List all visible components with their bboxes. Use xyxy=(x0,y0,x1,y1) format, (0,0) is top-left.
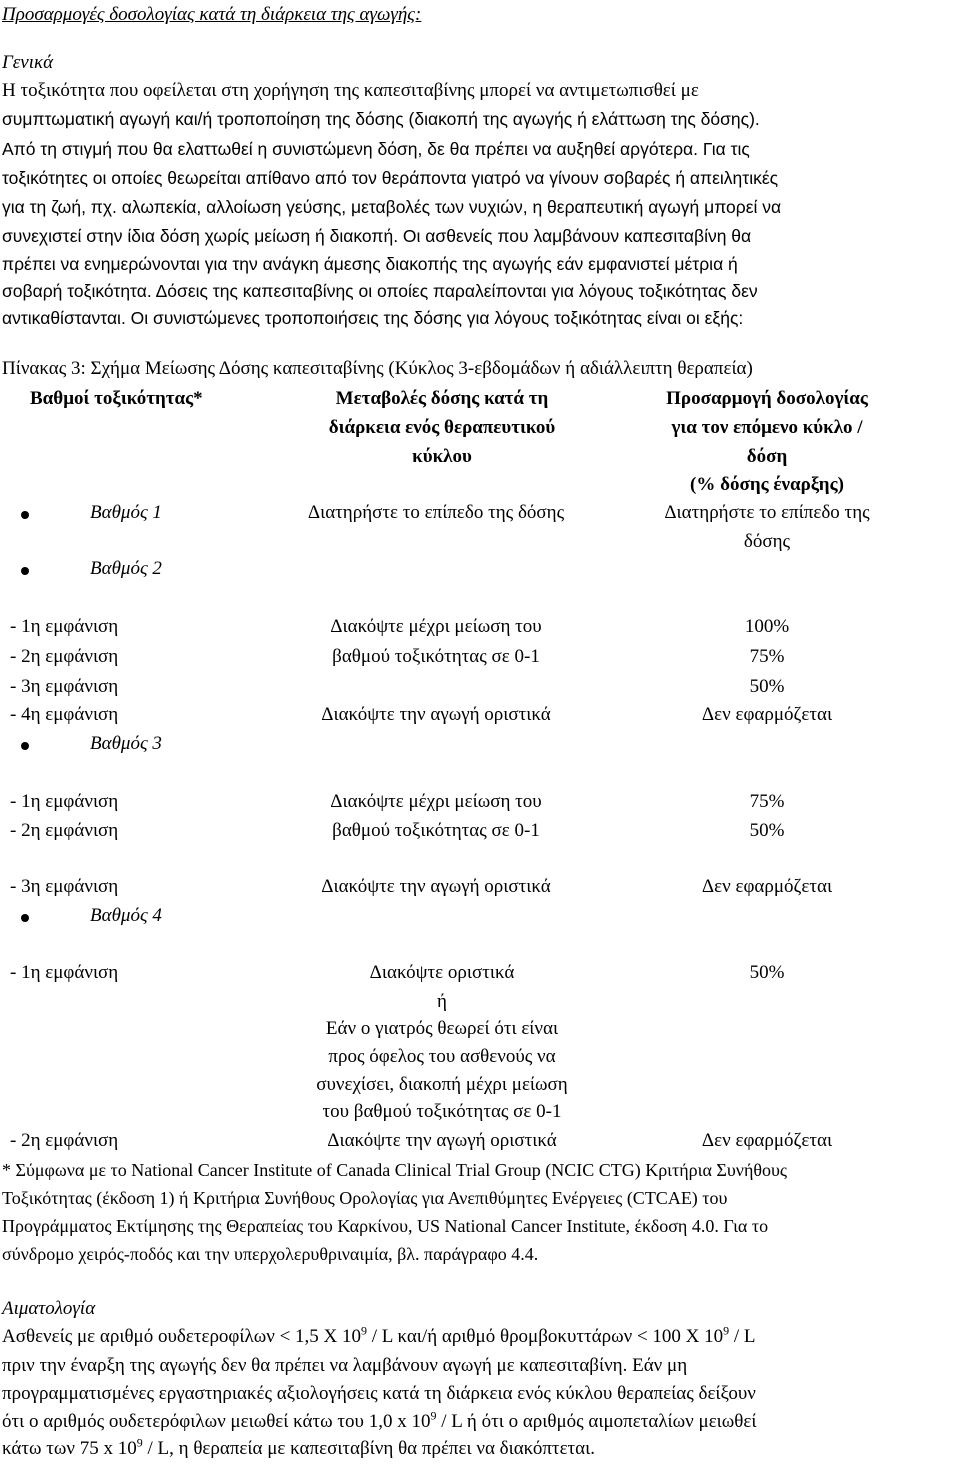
header-adjustment: για τον επόμενο κύκλο / xyxy=(671,417,863,438)
dose-change-cell: Διακόψτε την αγωγή οριστικά xyxy=(321,704,551,725)
dose-change-cell: του βαθμού τοξικότητας σε 0-1 xyxy=(322,1101,562,1122)
adjustment-cell: 50% xyxy=(749,820,785,841)
general-title: Γενικά xyxy=(2,52,54,73)
occurrence-label: - 1η εμφάνιση xyxy=(10,962,119,983)
bullet-icon xyxy=(21,914,29,922)
header-adjustment: Προσαρμογή δοσολογίας xyxy=(666,388,868,409)
adjustment-cell: 50% xyxy=(749,962,785,983)
general-line: Από τη στιγμή που θα ελαττωθεί η συνιστώμενη δόση, δε θα πρέπει να αυξηθεί αργότερα. Για τις xyxy=(2,139,750,159)
occurrence-label: - 2η εμφάνιση xyxy=(10,1130,119,1151)
general-line: σοβαρή τοξικότητα. Δόσεις της καπεσιταβίνης οι οποίες παραλείπονται για λόγους τοξικότητας δεν xyxy=(2,281,758,301)
adjustment-cell: Δεν εφαρμόζεται xyxy=(701,876,833,897)
dose-change-cell: Διακόψτε οριστικά xyxy=(369,962,515,983)
table-footnote: Προγράμματος Εκτίμησης της Θεραπείας του Καρκίνου, US National Cancer Institute, έκδοση 4.0. Για το xyxy=(2,1216,769,1236)
dose-change-cell: βαθμού τοξικότητας σε 0-1 xyxy=(332,646,540,667)
occurrence-label: - 1η εμφάνιση xyxy=(10,616,119,637)
adjustment-cell: δόσης xyxy=(743,531,791,552)
adjustment-cell: Διατηρήστε το επίπεδο της xyxy=(664,502,870,523)
bullet-icon xyxy=(21,742,29,750)
adjustment-cell: Δεν εφαρμόζεται xyxy=(701,704,833,725)
dose-change-cell: βαθμού τοξικότητας σε 0-1 xyxy=(332,820,540,841)
grade-label: Βαθμός 1 xyxy=(90,502,162,523)
adjustment-cell: 50% xyxy=(749,676,785,697)
header-dose-change: διάρκεια ενός θεραπευτικού xyxy=(328,417,556,438)
grade-label: Βαθμός 3 xyxy=(90,733,162,754)
table-footnote: Τοξικότητας (έκδοση 1) ή Κριτήρια Συνήθους Ορολογίας για Ανεπιθύμητες Ενέργειες (CTCAE) του xyxy=(2,1188,728,1208)
occurrence-label: - 1η εμφάνιση xyxy=(10,791,119,812)
hematology-line: πριν την έναρξη της αγωγής δεν θα πρέπει να λαμβάνουν αγωγή με καπεσιταβίνη. Εάν μη xyxy=(2,1355,688,1376)
dose-change-cell: Εάν ο γιατρός θεωρεί ότι είναι xyxy=(325,1018,559,1039)
header-adjustment: δόση xyxy=(746,446,788,467)
table-footnote: σύνδρομο χειρός-ποδός και την υπερχολερυθριναιμία, βλ. παράγραφο 4.4. xyxy=(2,1244,539,1264)
adjustment-cell: 100% xyxy=(744,616,790,637)
hematology-title: Αιματολογία xyxy=(2,1298,96,1319)
header-adjustment: (% δόσης έναρξης) xyxy=(690,474,844,495)
occurrence-label: - 3η εμφάνιση xyxy=(10,676,119,697)
section-heading: Προσαρμογές δοσολογίας κατά τη διάρκεια της αγωγής: xyxy=(2,4,422,25)
general-line: Η τοξικότητα που οφείλεται στη χορήγηση της καπεσιταβίνης μπορεί να αντιμετωπισθεί με xyxy=(2,80,699,101)
general-line: συμπτωματική αγωγή και/ή τροποποίηση της δόσης (διακοπή της αγωγής ή ελάττωση της δόσης). xyxy=(2,109,760,129)
hematology-line: προγραμματισμένες εργαστηριακές αξιολογήσεις κατά τη διάρκεια ενός κύκλου θεραπείας δείξουν xyxy=(2,1383,756,1404)
dose-change-cell: ή xyxy=(437,991,447,1012)
adjustment-cell: Δεν εφαρμόζεται xyxy=(701,1130,833,1151)
table-footnote: * Σύμφωνα με το National Cancer Institute of Canada Clinical Trial Group (NCIC CTG) Κριτήρια Συνήθους xyxy=(2,1160,788,1180)
dose-change-cell: συνεχίσει, διακοπή μέχρι μείωση xyxy=(316,1074,568,1095)
dose-change-cell: προς όφελος του ασθενούς να xyxy=(328,1046,556,1067)
bullet-icon xyxy=(21,567,29,575)
header-dose-change: Μεταβολές δόσης κατά τη xyxy=(335,388,549,409)
adjustment-cell: 75% xyxy=(749,646,785,667)
header-dose-change: κύκλου xyxy=(412,446,472,467)
grade-label: Βαθμός 4 xyxy=(90,905,162,926)
dose-change-cell: Διακόψτε την αγωγή οριστικά xyxy=(321,876,551,897)
dose-change-cell: Διακόψτε μέχρι μείωση του xyxy=(330,616,542,637)
hematology-line: ότι ο αριθμός ουδετερόφιλων μειωθεί κάτω του 1,0 x $10^9$ / L ή ότι ο αριθμός αιμοπεταλίων μειωθεί xyxy=(2,1408,757,1432)
general-line: πρέπει να ενημερώνονται για την ανάγκη άμεσης διακοπής της αγωγής εάν εμφανιστεί μέτρια ή xyxy=(2,254,738,274)
adjustment-cell: 75% xyxy=(749,791,785,812)
dose-change-cell: Διατηρήστε το επίπεδο της δόσης xyxy=(307,502,565,523)
occurrence-label: - 2η εμφάνιση xyxy=(10,646,119,667)
table-caption: Πίνακας 3: Σχήμα Μείωσης Δόσης καπεσιταβίνης (Κύκλος 3-εβδομάδων ή αδιάλλειπτη θεραπεία) xyxy=(2,358,753,379)
general-line: συνεχιστεί στην ίδια δόση χωρίς μείωση ή διακοπή. Οι ασθενείς που λαμβάνουν καπεσιταβίνη θα xyxy=(2,226,752,246)
hematology-line: Ασθενείς με αριθμό ουδετεροφίλων < 1,5 X $10^9$ / L και/ή αριθμό θρομβοκυττάρων < 100 X $10^9$ / L xyxy=(2,1323,756,1347)
grade-label: Βαθμός 2 xyxy=(90,558,162,579)
occurrence-label: - 2η εμφάνιση xyxy=(10,820,119,841)
general-line: αντικαθίστανται. Οι συνιστώμενες τροποποιήσεις της δόσης για λόγους τοξικότητας είναι οι εξής: xyxy=(2,308,744,328)
bullet-icon xyxy=(21,511,29,519)
dose-change-cell: Διακόψτε μέχρι μείωση του xyxy=(330,791,542,812)
hematology-line: κάτω των 75 x $10^9$ / L, η θεραπεία με καπεσιταβίνη θα πρέπει να διακόπτεται. xyxy=(2,1435,595,1459)
header-grades: Βαθμοί τοξικότητας* xyxy=(30,388,203,409)
occurrence-label: - 3η εμφάνιση xyxy=(10,876,119,897)
general-line: τοξικότητες οι οποίες θεωρείται απίθανο από τον θεράποντα γιατρό να γίνουν σοβαρές ή απειλητικές xyxy=(2,168,779,188)
occurrence-label: - 4η εμφάνιση xyxy=(10,704,119,725)
general-line: για τη ζωή, πχ. αλωπεκία, αλλοίωση γεύσης, μεταβολές των νυχιών, η θεραπευτική αγωγή μπορεί να xyxy=(2,197,782,217)
dose-change-cell: Διακόψτε την αγωγή οριστικά xyxy=(327,1130,557,1151)
